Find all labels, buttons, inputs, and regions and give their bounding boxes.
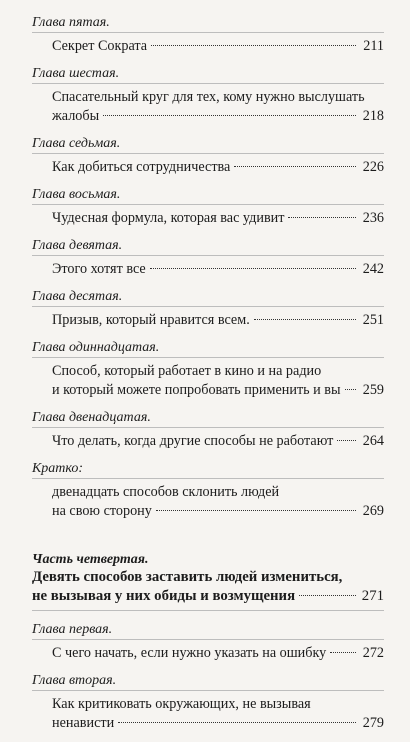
entry-title-line: на свою сторону bbox=[52, 503, 152, 519]
part-title-line-2: не вызывая у них обиды и возмущения bbox=[32, 588, 296, 604]
page-number: 269 bbox=[362, 503, 384, 519]
entry-title-line: Секрет Сократа bbox=[52, 38, 148, 54]
toc-entries-bottom bbox=[32, 621, 384, 733]
entry-title-line: Чудесная формула, которая вас удивит bbox=[52, 210, 285, 226]
chapter-label: Глава первая. bbox=[32, 621, 384, 640]
entry-title-line: Этого хотят все bbox=[52, 261, 146, 277]
toc-entry[interactable] bbox=[32, 135, 384, 177]
page-number: 211 bbox=[363, 38, 384, 54]
table-of-contents-page bbox=[32, 14, 384, 742]
dot-leader bbox=[156, 510, 356, 511]
dot-leader bbox=[337, 440, 356, 441]
chapter-label: Глава девятая. bbox=[32, 237, 384, 256]
toc-entry[interactable] bbox=[32, 65, 384, 126]
part-label: Часть четвертая. bbox=[32, 552, 149, 567]
dot-leader bbox=[118, 722, 356, 723]
chapter-label: Глава десятая. bbox=[32, 288, 384, 307]
entry-title-line: Как добиться сотрудничества bbox=[52, 159, 231, 175]
page-number: 251 bbox=[362, 312, 384, 328]
dot-leader bbox=[150, 268, 356, 269]
page-number: 272 bbox=[362, 645, 384, 661]
toc-entry[interactable] bbox=[32, 186, 384, 228]
entry-title-line: ненависти bbox=[52, 715, 115, 731]
page-number: 259 bbox=[362, 382, 384, 398]
entry-title-row bbox=[32, 311, 384, 330]
page-number: 226 bbox=[362, 159, 384, 175]
toc-entry[interactable] bbox=[32, 672, 384, 733]
part-title-line-1: Девять способов заставить людей измениться, bbox=[32, 569, 343, 585]
entry-title-row bbox=[32, 107, 384, 126]
entry-title-line: Спасательный круг для тех, кому нужно выслушать bbox=[52, 89, 365, 105]
entry-title-line: Что делать, когда другие способы не работают bbox=[52, 433, 334, 449]
entry-title-row bbox=[32, 502, 384, 521]
chapter-label: Глава пятая. bbox=[32, 14, 384, 33]
chapter-label: Глава одиннадцатая. bbox=[32, 339, 384, 358]
entry-title-line: жалобы bbox=[52, 108, 100, 124]
chapter-label: Глава двенадцатая. bbox=[32, 409, 384, 428]
entry-title-row bbox=[32, 260, 384, 279]
part-page-number: 271 bbox=[361, 588, 384, 604]
dot-leader bbox=[299, 595, 356, 596]
toc-entry[interactable] bbox=[32, 409, 384, 451]
toc-entry[interactable] bbox=[32, 288, 384, 330]
page-number: 242 bbox=[362, 261, 384, 277]
dot-leader bbox=[151, 45, 356, 46]
dot-leader bbox=[288, 217, 356, 218]
page-number: 264 bbox=[362, 433, 384, 449]
page-number: 218 bbox=[362, 108, 384, 124]
toc-entry[interactable] bbox=[32, 237, 384, 279]
entry-title-row bbox=[32, 37, 384, 56]
divider bbox=[32, 610, 384, 611]
toc-entry[interactable] bbox=[32, 460, 384, 521]
toc-entry[interactable] bbox=[32, 14, 384, 56]
toc-entry[interactable] bbox=[32, 339, 384, 400]
entry-title-row bbox=[32, 432, 384, 451]
chapter-label: Глава седьмая. bbox=[32, 135, 384, 154]
entry-title-line: Как критиковать окружающих, не вызывая bbox=[52, 696, 311, 712]
chapter-label: Глава вторая. bbox=[32, 672, 384, 691]
chapter-label: Глава шестая. bbox=[32, 65, 384, 84]
entry-title-line: С чего начать, если нужно указать на ошибку bbox=[52, 645, 327, 661]
page-number: 279 bbox=[362, 715, 384, 731]
entry-title-line: Способ, который работает в кино и на радио bbox=[52, 363, 322, 379]
entry-title-row bbox=[32, 714, 384, 733]
toc-entry[interactable] bbox=[32, 621, 384, 663]
part-title bbox=[32, 568, 384, 606]
dot-leader bbox=[330, 652, 356, 653]
entry-title-line: двенадцать способов склонить людей bbox=[52, 484, 280, 500]
entry-title-row bbox=[32, 381, 384, 400]
dot-leader bbox=[103, 115, 356, 116]
dot-leader bbox=[345, 389, 356, 390]
part-title-line-2-row bbox=[32, 587, 384, 606]
page-number: 236 bbox=[362, 210, 384, 226]
entry-title-row bbox=[32, 158, 384, 177]
toc-entries-top bbox=[32, 14, 384, 521]
entry-title-row bbox=[32, 209, 384, 228]
part-four-heading bbox=[32, 551, 384, 611]
dot-leader bbox=[254, 319, 356, 320]
entry-title-row bbox=[32, 644, 384, 663]
entry-title-line: и который можете попробовать применить и вы bbox=[52, 382, 341, 398]
dot-leader bbox=[234, 166, 356, 167]
chapter-label: Глава восьмая. bbox=[32, 186, 384, 205]
entry-title-line: Призыв, который нравится всем. bbox=[52, 312, 250, 328]
chapter-label: Кратко: bbox=[32, 460, 384, 479]
